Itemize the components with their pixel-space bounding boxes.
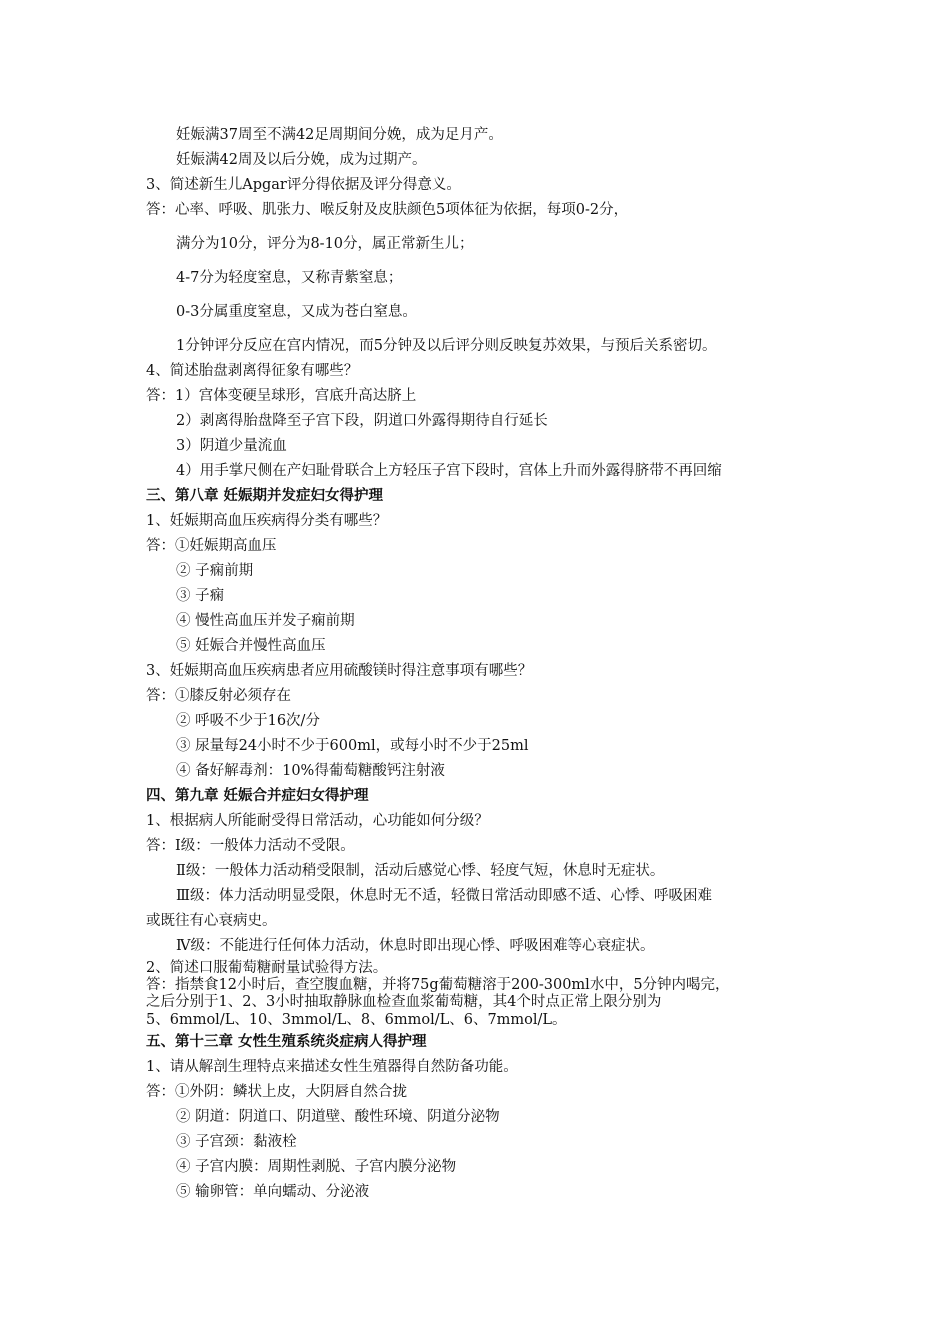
question-heading: 3、妊娠期高血压疾病患者应用硫酸镁时得注意事项有哪些？ [146,663,533,679]
text-line: 或既往有心衰病史。 [146,913,277,929]
answer-line: 答：①妊娠期高血压 [146,538,277,554]
answer-line: 答：①外阴：鳞状上皮，大阴唇自然合拢 [146,1084,407,1100]
question-heading: 4、简述胎盘剥离得征象有哪些？ [146,363,359,379]
text-line: 2）剥离得胎盘降至子宫下段，阴道口外露得期待自行延长 [176,413,548,429]
section-heading: 五、第十三章 女性生殖系统炎症病人得护理 [146,1033,427,1050]
text-line: 满分为10分，评分为8-10分，属正常新生儿； [176,236,474,252]
question-heading: 3、简述新生儿Apgar评分得依据及评分得意义。 [146,177,461,193]
text-line: 4）用手掌尺侧在产妇耻骨联合上方轻压子宫下段时，宫体上升而外露得脐带不再回缩 [176,463,722,479]
text-line: 0-3分属重度窒息，又成为苍白窒息。 [176,304,417,320]
list-item: ② 阴道：阴道口、阴道壁、酸性环境、阴道分泌物 [176,1109,500,1125]
question-heading: 2、简述口服葡萄糖耐量试验得方法。 [146,960,388,976]
text-line: 之后分别于1、2、3小时抽取静脉血检查血浆葡萄糖，其4个时点正常上限分别为 [146,994,662,1010]
list-item: ② 呼吸不少于16次/分 [176,713,320,729]
list-item: ② 子痫前期 [176,563,254,579]
list-item: ④ 慢性高血压并发子痫前期 [176,613,355,629]
section-heading: 三、第八章 妊娠期并发症妇女得护理 [146,487,384,504]
text-line: Ⅱ级：一般体力活动稍受限制，活动后感觉心悸、轻度气短，休息时无症状。 [176,863,665,879]
answer-line: 答：1）宫体变硬呈球形，宫底升高达脐上 [146,388,417,404]
text-line: Ⅲ级：体力活动明显受限，休息时无不适，轻微日常活动即感不适、心悸、呼吸困难 [176,888,712,904]
text-line: 5、6mmol/L、10、3mmol/L、8、6mmol/L、6、7mmol/L。 [146,1012,567,1028]
list-item: ⑤ 妊娠合并慢性高血压 [176,638,326,654]
list-item: ③ 尿量每24小时不少于600ml，或每小时不少于25ml [176,738,529,754]
list-item: ⑤ 输卵管：单向蠕动、分泌液 [176,1184,370,1200]
list-item: ④ 子宫内膜：周期性剥脱、子宫内膜分泌物 [176,1159,457,1175]
answer-line: 答：①膝反射必须存在 [146,688,291,704]
list-item: ④ 备好解毒剂：10%得葡萄糖酸钙注射液 [176,763,445,779]
answer-line: 答：心率、呼吸、肌张力、喉反射及皮肤颜色5项体征为依据，每项0-2分， [146,202,629,218]
text-line: 3）阴道少量流血 [176,438,287,454]
list-item: ③ 子宫颈：黏液栓 [176,1134,297,1150]
text-line: 4-7分为轻度窒息，又称青紫窒息； [176,270,403,286]
text-line: 1分钟评分反应在宫内情况，而5分钟及以后评分则反映复苏效果，与预后关系密切。 [176,338,717,354]
question-heading: 1、根据病人所能耐受得日常活动，心功能如何分级？ [146,813,489,829]
list-item: ③ 子痫 [176,588,225,604]
answer-line: 答：指禁食12小时后，查空腹血糖，并将75g葡萄糖溶于200-300ml水中，5分钟内喝完， [146,977,730,993]
question-heading: 1、请从解剖生理特点来描述女性生殖器得自然防备功能。 [146,1059,518,1075]
text-line: 妊娠满42周及以后分娩，成为过期产。 [176,152,427,168]
question-heading: 1、妊娠期高血压疾病得分类有哪些？ [146,513,388,529]
section-heading: 四、第九章 妊娠合并症妇女得护理 [146,787,369,804]
text-line: Ⅳ级：不能进行任何体力活动，休息时即出现心悸、呼吸困难等心衰症状。 [176,938,655,954]
answer-line: 答：Ⅰ级：一般体力活动不受限。 [146,838,355,854]
text-line: 妊娠满37周至不满42足周期间分娩，成为足月产。 [176,127,503,143]
